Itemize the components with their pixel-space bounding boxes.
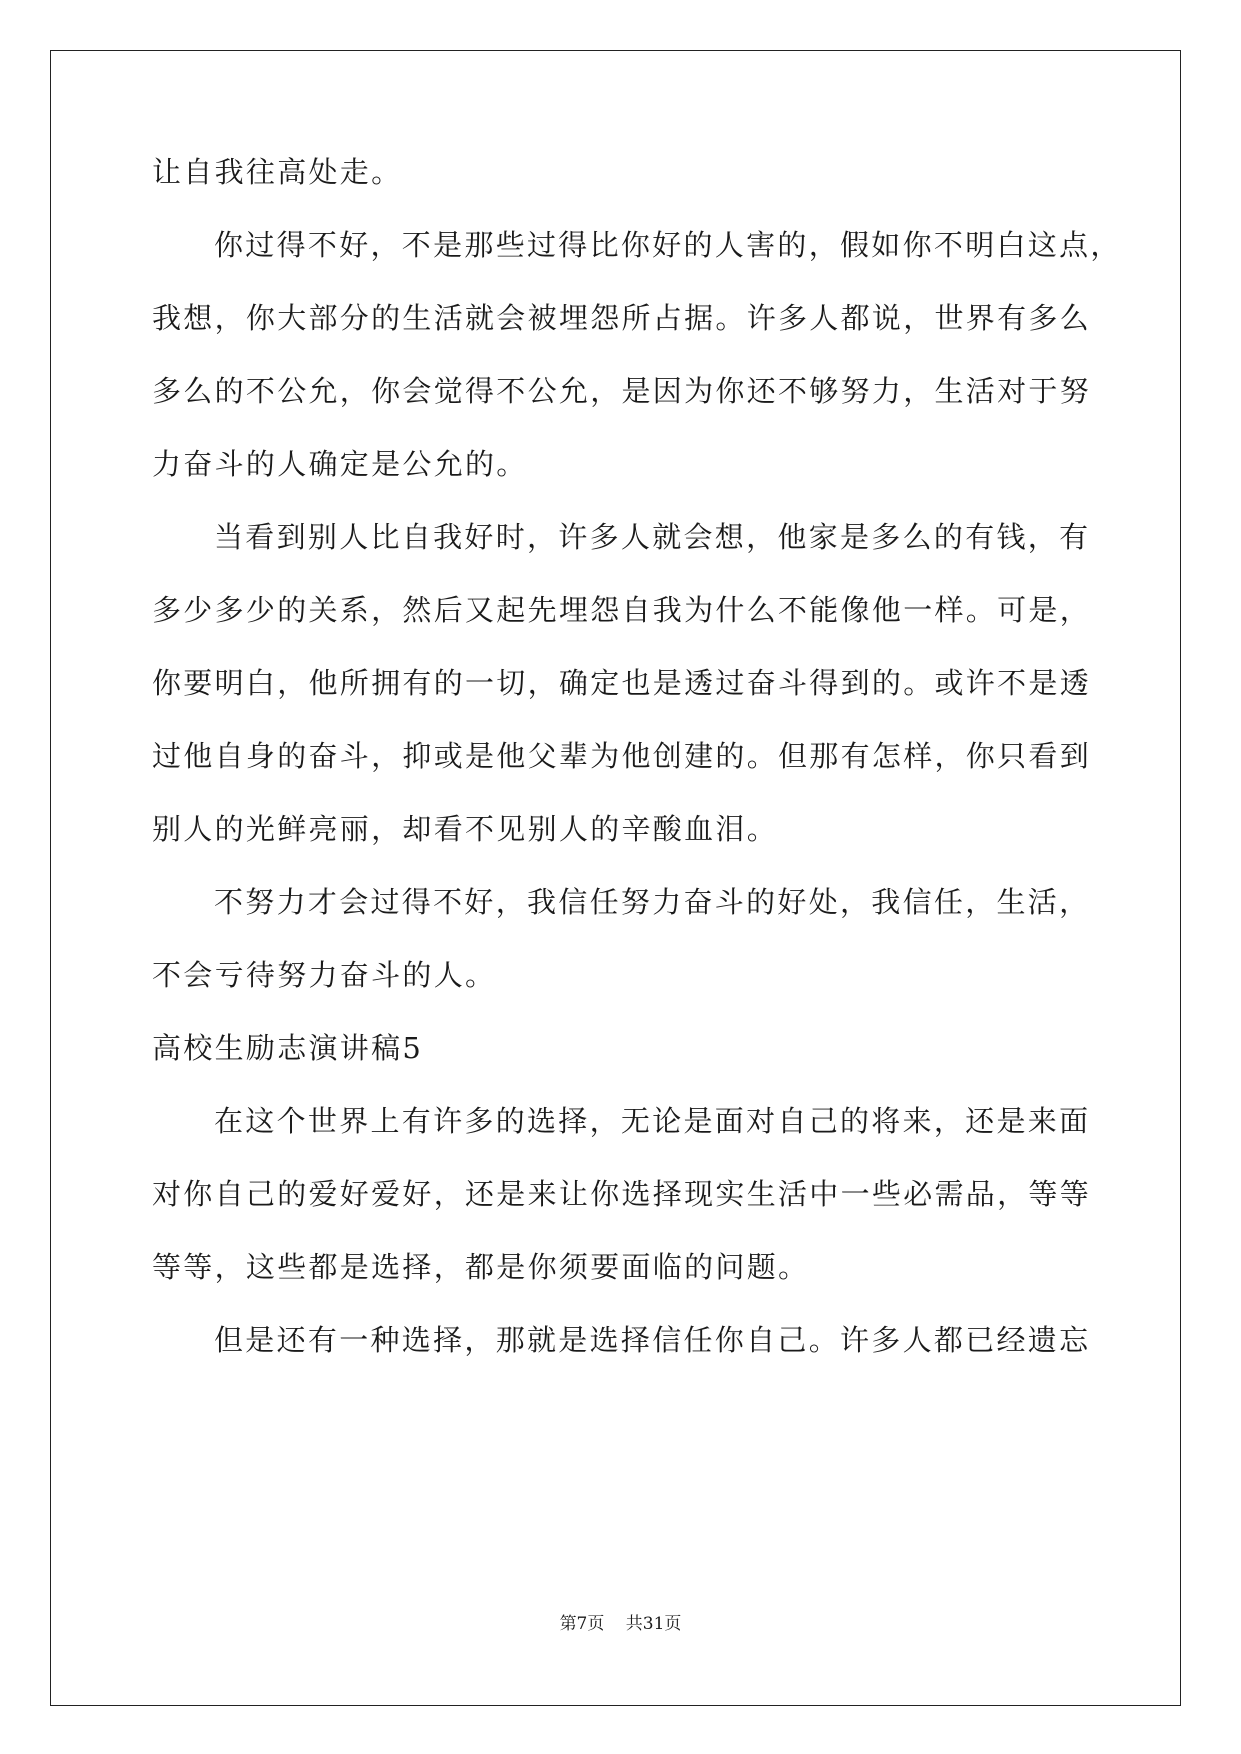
page-footer — [0, 1612, 1241, 1636]
text-line: 让自我往高处走。 — [152, 155, 403, 189]
paragraph-start: 你过得不好，不是那些过得比你好的人害的，假如你不明白这点， — [214, 228, 1122, 262]
text-line: 你要明白，他所拥有的一切，确定也是透过奋斗得到的。或许不是透 — [152, 666, 1092, 700]
page-number: 第7页 — [559, 1614, 605, 1634]
text-line: 多么的不公允，你会觉得不公允，是因为你还不够努力，生活对于努 — [152, 374, 1092, 408]
paragraph-start: 但是还有一种选择，那就是选择信任你自己。许多人都已经遗忘 — [214, 1323, 1091, 1357]
text-line: 我想，你大部分的生活就会被埋怨所占据。许多人都说，世界有多么 — [152, 301, 1092, 335]
paragraph-start: 不努力才会过得不好，我信任努力奋斗的好处，我信任，生活， — [214, 885, 1091, 919]
text-line: 别人的光鲜亮丽，却看不见别人的辛酸血泪。 — [152, 812, 779, 846]
text-line: 对你自己的爱好爱好，还是来让你选择现实生活中一些必需品，等等 — [152, 1177, 1092, 1211]
paragraph-start: 当看到别人比自我好时，许多人就会想，他家是多么的有钱，有 — [214, 520, 1091, 554]
page-total: 共31页 — [625, 1614, 682, 1634]
text-line: 过他自身的奋斗，抑或是他父辈为他创建的。但那有怎样，你只看到 — [152, 739, 1092, 773]
text-line: 等等，这些都是选择，都是你须要面临的问题。 — [152, 1250, 810, 1284]
text-line: 不会亏待努力奋斗的人。 — [152, 958, 497, 992]
section-heading: 高校生励志演讲稿5 — [152, 1031, 424, 1065]
text-line: 多少多少的关系，然后又起先埋怨自我为什么不能像他一样。可是， — [152, 593, 1092, 627]
paragraph-start: 在这个世界上有许多的选择，无论是面对自己的将来，还是来面 — [214, 1104, 1091, 1138]
text-line: 力奋斗的人确定是公允的。 — [152, 447, 528, 481]
